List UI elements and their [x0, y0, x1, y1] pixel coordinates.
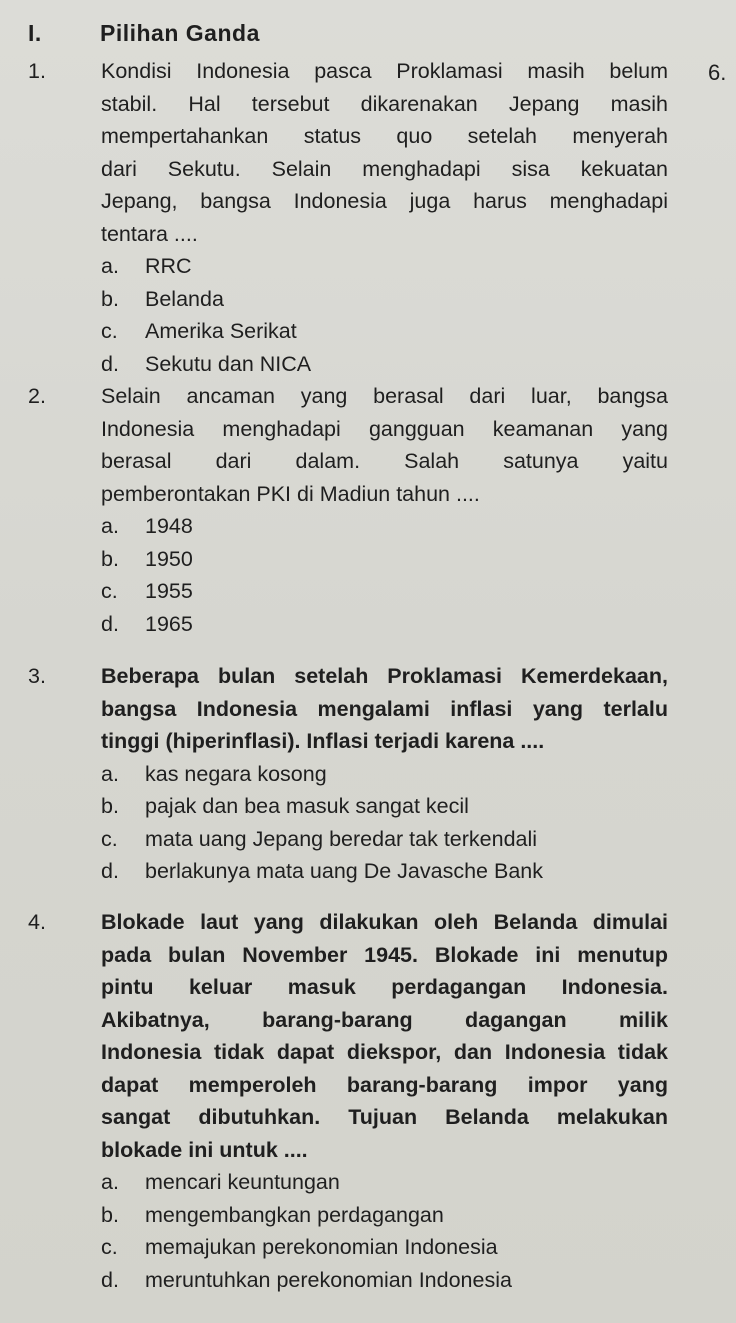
- option-a: [101, 1166, 668, 1199]
- option-text: pajak dan bea masuk sangat kecil: [145, 794, 469, 818]
- option-letter: c.: [101, 1235, 118, 1259]
- stem-line: Jepang, bangsa Indonesia juga harus menghadapi: [101, 189, 668, 213]
- option-letter: d.: [101, 1267, 119, 1292]
- stem-line: sangat dibutuhkan. Tujuan Belanda melakukan: [101, 1105, 668, 1129]
- option-list: [101, 510, 668, 640]
- question-3: [28, 660, 668, 888]
- option-list: [101, 250, 668, 380]
- stem-line: pemberontakan PKI di Madiun tahun ....: [101, 481, 480, 506]
- section-roman: I.: [28, 20, 42, 46]
- question-stem: [101, 380, 668, 510]
- option-letter: c.: [101, 319, 118, 343]
- option-b: [101, 790, 668, 823]
- option-letter: b.: [101, 546, 119, 571]
- stem-line: tentara ....: [101, 221, 198, 246]
- option-text: berlakunya mata uang De Javasche Bank: [145, 859, 543, 883]
- stem-line: stabil. Hal tersebut dikarenakan Jepang masih: [101, 91, 668, 116]
- option-d: [101, 608, 668, 641]
- option-d: [101, 348, 668, 381]
- option-a: [101, 250, 668, 283]
- option-letter: c.: [101, 826, 118, 851]
- stem-line: Akibatnya, barang-barang dagangan milik: [101, 1007, 668, 1032]
- option-text: meruntuhkan perekonomian Indonesia: [145, 1267, 512, 1292]
- question-stem: [101, 660, 668, 758]
- question-1: [28, 55, 668, 380]
- stem-line: Blokade laut yang dilakukan oleh Belanda dimulai: [101, 910, 668, 934]
- option-d: [101, 855, 668, 888]
- option-letter: d.: [101, 351, 119, 376]
- option-c: [101, 823, 668, 856]
- option-text: Belanda: [145, 286, 224, 311]
- option-letter: c.: [101, 579, 118, 603]
- stem-line: mempertahankan status quo setelah menyerah: [101, 124, 668, 148]
- option-a: [101, 510, 668, 543]
- stem-line: berasal dari dalam. Salah satunya yaitu: [101, 449, 668, 473]
- question-stem: [101, 906, 668, 1166]
- option-text: 1948: [145, 514, 193, 538]
- stem-line: Indonesia tidak dapat diekspor, dan Indonesia tidak: [101, 1040, 668, 1064]
- option-text: mata uang Jepang beredar tak terkendali: [145, 826, 538, 851]
- stem-line: pintu keluar masuk perdagangan Indonesia.: [101, 975, 668, 999]
- option-letter: d.: [101, 611, 119, 636]
- stem-line: pada bulan November 1945. Blokade ini menutup: [101, 942, 668, 967]
- option-text: Amerika Serikat: [145, 319, 297, 343]
- option-text: memajukan perekonomian Indonesia: [145, 1235, 498, 1259]
- question-4: [28, 906, 668, 1296]
- question-stem: [101, 55, 668, 250]
- option-a: [101, 758, 668, 791]
- option-letter: b.: [101, 1202, 119, 1227]
- option-d: [101, 1264, 668, 1297]
- option-letter: b.: [101, 286, 119, 311]
- stem-line: Beberapa bulan setelah Proklamasi Kemerdekaan,: [101, 664, 668, 688]
- question-number: 4.: [28, 910, 46, 934]
- question-number: 3.: [28, 664, 46, 688]
- option-letter: a.: [101, 1170, 119, 1194]
- stem-line: Indonesia menghadapi gangguan keamanan yang: [101, 416, 668, 441]
- option-text: 1965: [145, 611, 193, 636]
- option-list: [101, 758, 668, 888]
- stem-line: Selain ancaman yang berasal dari luar, bangsa: [101, 384, 668, 408]
- option-text: mengembangkan perdagangan: [145, 1202, 444, 1227]
- option-b: [101, 1199, 668, 1232]
- option-letter: d.: [101, 859, 119, 883]
- question-number: 1.: [28, 59, 46, 83]
- question-2: [28, 380, 668, 640]
- option-text: kas negara kosong: [145, 761, 327, 786]
- option-text: 1950: [145, 546, 193, 571]
- stem-line: bangsa Indonesia mengalami inflasi yang terlalu: [101, 696, 668, 721]
- stem-line: dapat memperoleh barang-barang impor yang: [101, 1072, 668, 1097]
- option-letter: a.: [101, 514, 119, 538]
- option-text: mencari keuntungan: [145, 1170, 340, 1194]
- section-heading: [28, 20, 260, 47]
- stem-line: dari Sekutu. Selain menghadapi sisa kekuatan: [101, 156, 668, 181]
- option-letter: a.: [101, 254, 119, 278]
- option-b: [101, 543, 668, 576]
- option-text: Sekutu dan NICA: [145, 351, 312, 376]
- option-b: [101, 283, 668, 316]
- side-question-number: 6.: [708, 60, 727, 85]
- question-number: 2.: [28, 384, 46, 408]
- option-list: [101, 1166, 668, 1296]
- stem-line: Kondisi Indonesia pasca Proklamasi masih belum: [101, 59, 668, 83]
- stem-line: tinggi (hiperinflasi). Inflasi terjadi karena ....: [101, 729, 545, 753]
- option-letter: b.: [101, 794, 119, 818]
- option-text: RRC: [145, 254, 192, 278]
- option-c: [101, 1231, 668, 1264]
- option-letter: a.: [101, 761, 119, 786]
- option-c: [101, 575, 668, 608]
- option-c: [101, 315, 668, 348]
- option-text: 1955: [145, 579, 193, 603]
- section-title: Pilihan Ganda: [100, 20, 260, 46]
- stem-line: blokade ini untuk ....: [101, 1137, 308, 1162]
